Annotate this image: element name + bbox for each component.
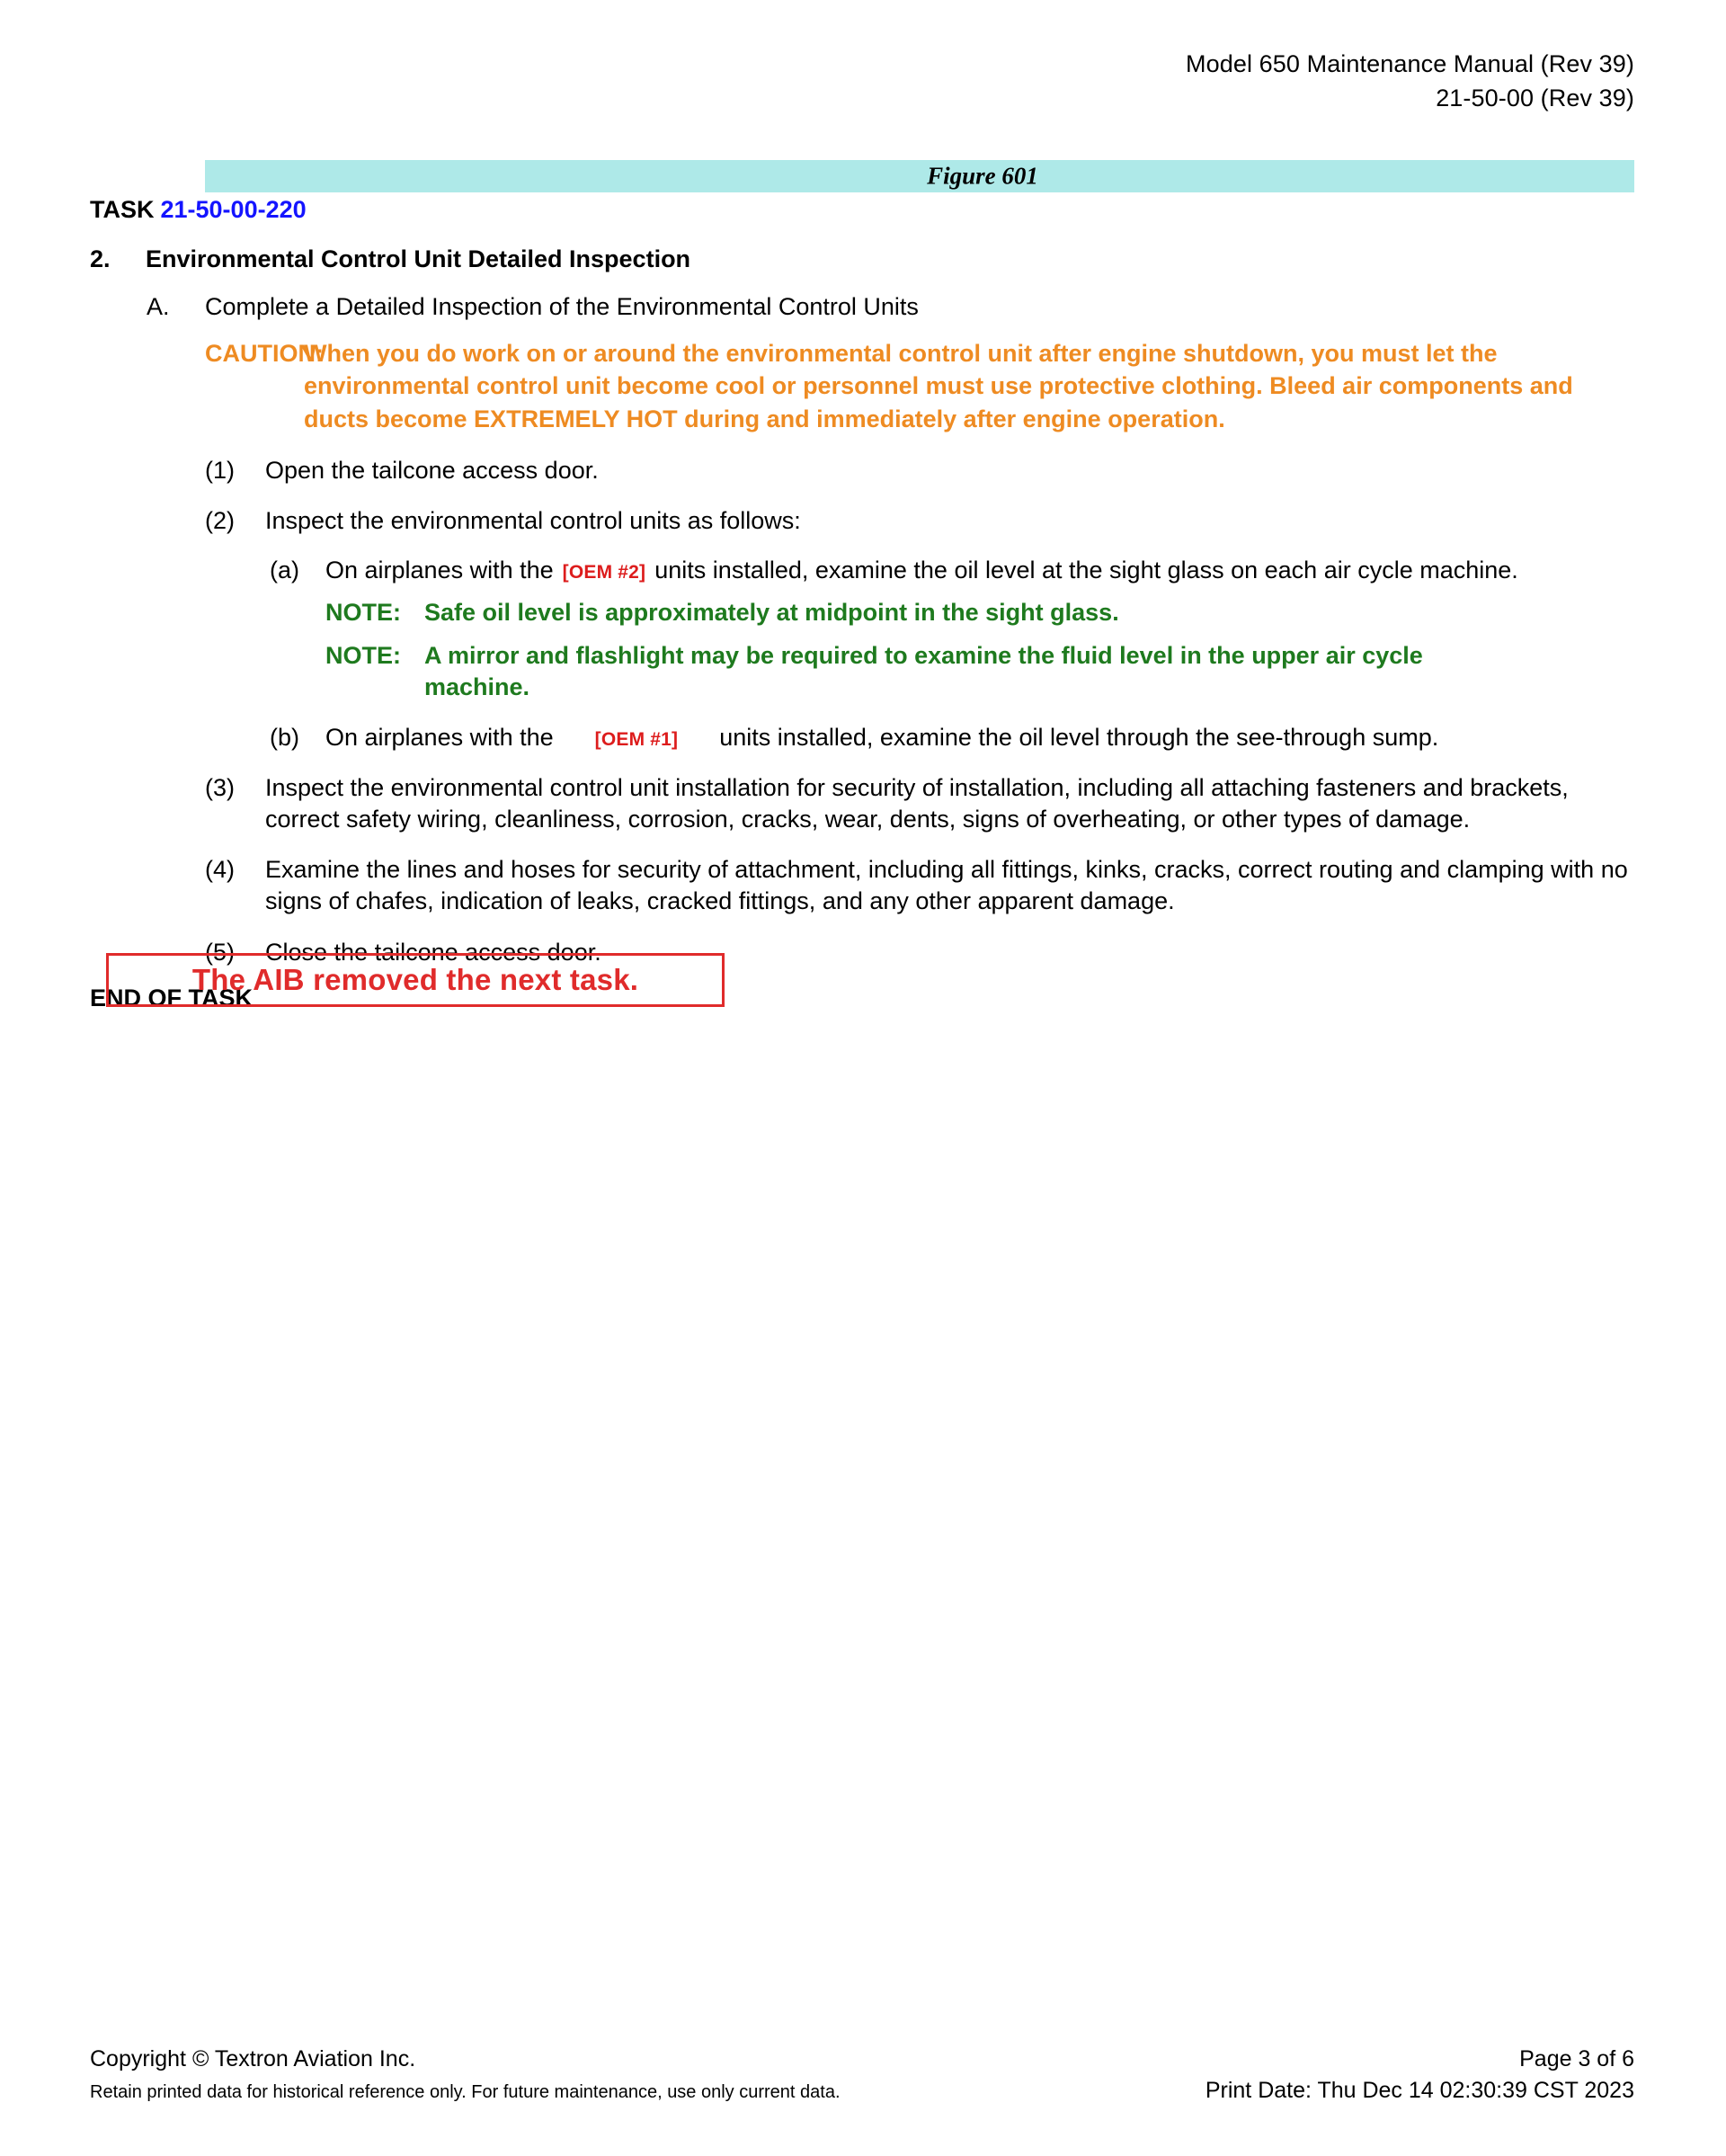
footer-retain-note: Retain printed data for historical reference only. For future maintenance, use only current data.	[90, 2082, 841, 2102]
task-heading	[90, 194, 1726, 226]
task-id: 21-50-00-220	[160, 196, 307, 223]
substep-marker: (b)	[270, 724, 299, 752]
note-label: NOTE:	[325, 641, 401, 669]
header-chapter-code: 21-50-00 (Rev 39)	[1436, 85, 1634, 112]
document-body	[0, 194, 1726, 1012]
header-manual-title: Model 650 Maintenance Manual (Rev 39)	[1186, 50, 1634, 77]
task-label: TASK	[90, 196, 155, 223]
figure-caption: Figure 601	[927, 162, 1038, 190]
oem-tag-1: [OEM #1]	[594, 729, 679, 751]
substep-marker: (a)	[270, 557, 299, 584]
substep-text-after: units installed, examine the oil level at the sight glass on each air cycle machine.	[654, 557, 1518, 584]
substep-item-a	[270, 555, 1726, 586]
step-marker: (2)	[205, 506, 235, 534]
section-title: Environmental Control Unit Detailed Inspection	[146, 245, 691, 272]
step-item	[205, 854, 1726, 917]
note-block	[325, 640, 1726, 704]
step-item	[205, 772, 1726, 835]
substep-text-before: On airplanes with the	[325, 557, 554, 584]
aib-annotation-text: The AIB removed the next task.	[191, 963, 639, 996]
step-marker: (5)	[205, 938, 235, 966]
step-text: Examine the lines and hoses for security of attachment, including all fittings, kinks, cracks, correct routing and clamping with no signs of chafes, indication of leaks, cracked fittings, and any other apparent damage.	[265, 856, 1628, 915]
step-text: Close the tailcone access door.	[265, 938, 601, 966]
substep-text	[325, 722, 1438, 753]
footer-print-date: Print Date: Thu Dec 14 02:30:39 CST 2023	[1205, 2078, 1634, 2103]
step-text: Inspect the environmental control units as follows:	[265, 506, 801, 534]
caution-label: CAUTION:	[205, 339, 324, 367]
oem-tag-2: [OEM #2]	[562, 562, 646, 584]
step-marker: (3)	[205, 774, 235, 802]
caution-block	[205, 337, 1726, 436]
note-text: A mirror and flashlight may be required to examine the fluid level in the upper air cycle machine.	[424, 641, 1423, 701]
subsection-marker: A.	[147, 292, 170, 320]
footer-copyright: Copyright © Textron Aviation Inc.	[90, 2046, 416, 2071]
note-text: Safe oil level is approximately at midpoint in the sight glass.	[424, 599, 1119, 627]
subsection-title: Complete a Detailed Inspection of the Environmental Control Units	[205, 292, 919, 320]
step-marker: (1)	[205, 456, 235, 484]
document-header	[1186, 47, 1634, 116]
substep-text	[325, 555, 1518, 586]
substep-text-after: units installed, examine the oil level through the see-through sump.	[719, 724, 1439, 752]
substep-item-b	[270, 722, 1726, 753]
figure-banner	[205, 160, 1634, 192]
step-item	[205, 455, 1726, 486]
caution-text: When you do work on or around the environmental control unit after engine shutdown, you must let the environmental control unit become cool or personnel must use protective clothing. Bleed air components and ducts become EXTREMELY HOT during and immediately after engine operation.	[304, 339, 1573, 433]
substep-text-before: On airplanes with the	[325, 724, 554, 752]
step-marker: (4)	[205, 856, 235, 884]
section-heading	[90, 244, 1726, 275]
note-label: NOTE:	[325, 599, 401, 627]
step-text: Inspect the environmental control unit installation for security of installation, including all attaching fasteners and brackets, correct safety wiring, cleanliness, corrosion, cracks, wear, dents, signs of overheating, or other types of damage.	[265, 774, 1569, 833]
aib-annotation-box	[106, 953, 725, 1007]
end-of-task-label: END OF TASK	[90, 984, 253, 1011]
step-text: Open the tailcone access door.	[265, 456, 599, 484]
step-item	[205, 505, 1726, 537]
footer-page-number: Page 3 of 6	[1519, 2046, 1634, 2071]
document-footer	[90, 2046, 1634, 2104]
note-block	[325, 597, 1726, 629]
section-number: 2.	[90, 245, 111, 272]
subsection-heading	[147, 291, 1726, 323]
